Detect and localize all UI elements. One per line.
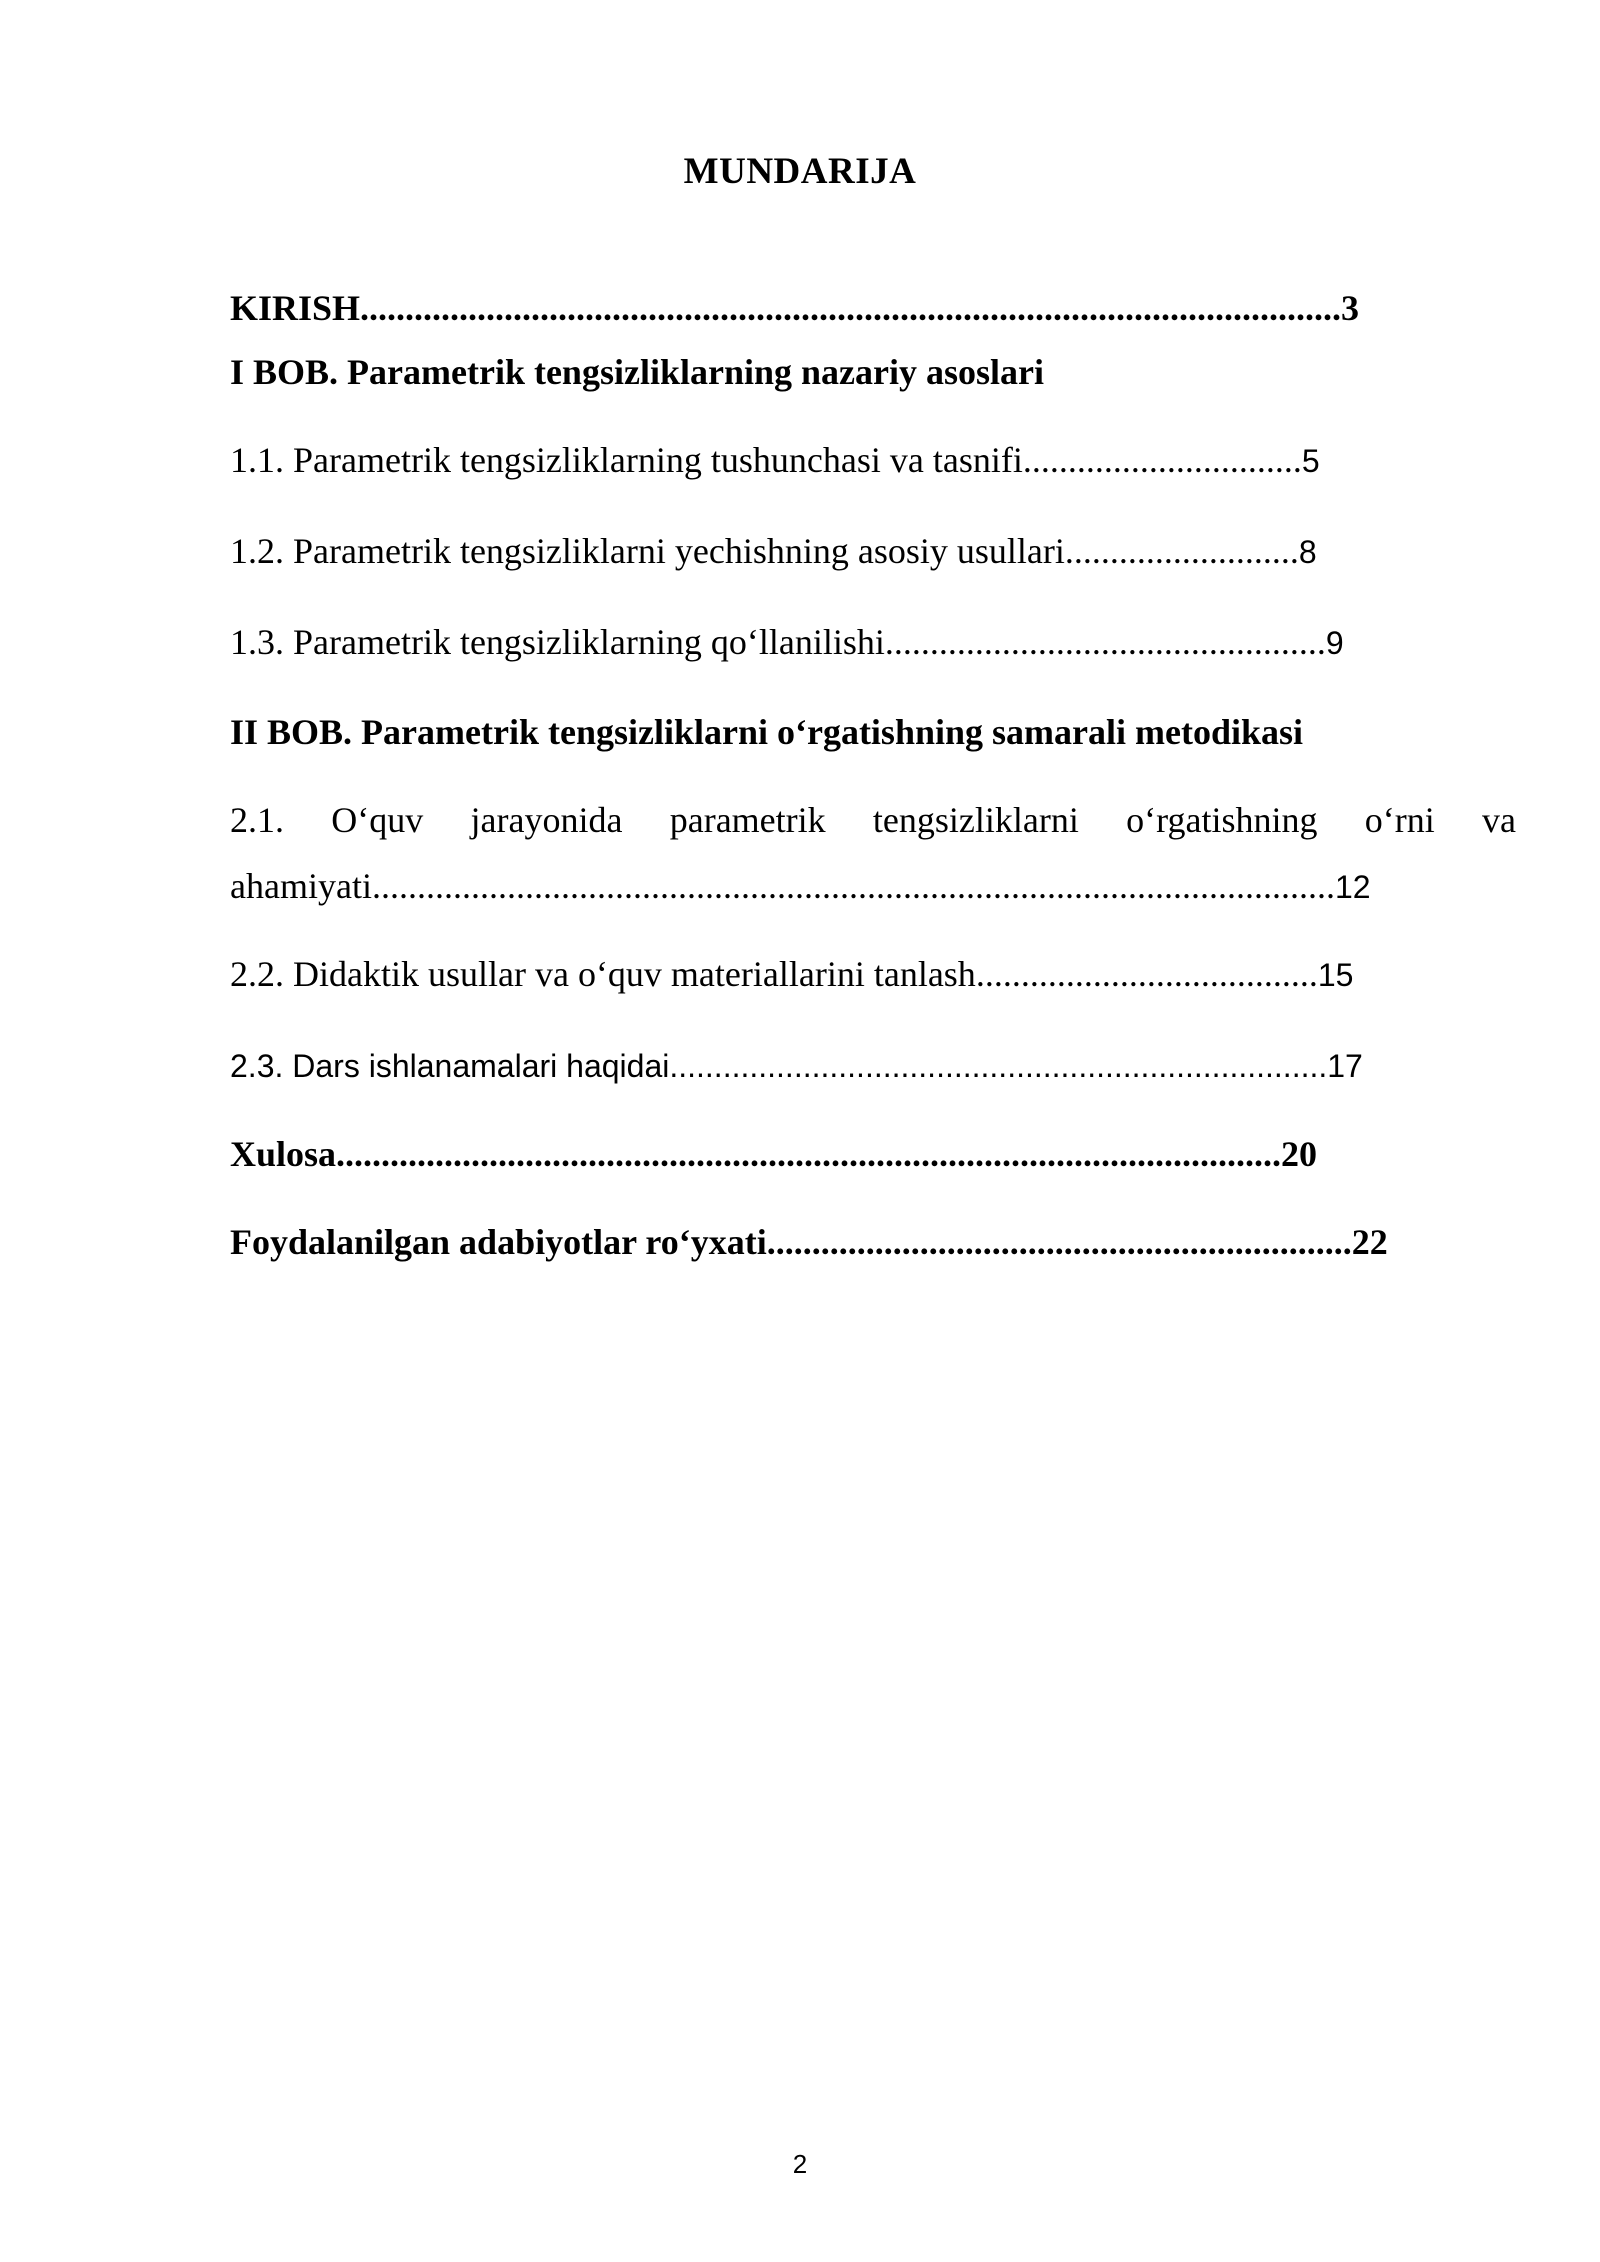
toc-entry-1-1[interactable] (230, 436, 1320, 485)
toc-page-number: 8 (1298, 534, 1317, 570)
toc-word: jarayonida (470, 800, 623, 840)
toc-entry-1-2[interactable] (230, 527, 1317, 576)
toc-entry-2-3[interactable] (230, 1042, 1363, 1090)
toc-leader-dots: ............................... (1022, 440, 1302, 480)
toc-leader-dots: ............................................................................................................. (360, 288, 1342, 328)
toc-word: tengsizliklarni (872, 800, 1079, 840)
toc-entry-label: 1.3. Parametrik tengsizliklarning qo‘llanilishi (230, 622, 885, 662)
toc-leader-dots: .......................................................................... (669, 1048, 1328, 1084)
toc-leader-dots: ........................................................................................................... (371, 866, 1335, 906)
toc-page-number: 22 (1351, 1222, 1388, 1262)
toc-page-number: 9 (1325, 625, 1344, 661)
toc-leader-dots: ......................................................................................................... (336, 1134, 1282, 1174)
toc-page-number: 20 (1281, 1134, 1318, 1174)
toc-leader-dots: ................................................................. (766, 1222, 1352, 1262)
toc-entry-label: ahamiyati (230, 866, 372, 906)
toc-leader-dots: ...................................... (975, 954, 1318, 994)
toc-leader-dots: .......................... (1064, 531, 1299, 571)
toc-page-number: 3 (1341, 288, 1360, 328)
toc-page-number: 15 (1317, 957, 1354, 993)
toc-entry-label: KIRISH (230, 288, 361, 328)
page-number: 2 (792, 2149, 808, 2179)
toc-entry-2-1-line2[interactable] (230, 862, 1371, 911)
toc-entry-xulosa[interactable] (230, 1130, 1317, 1178)
toc-entry-references[interactable] (230, 1218, 1388, 1266)
toc-word: o‘rni (1364, 800, 1435, 840)
toc-word: va (1481, 800, 1516, 840)
toc-word: o‘rgatishning (1126, 800, 1318, 840)
toc-entry-label: Xulosa (230, 1134, 337, 1174)
toc-page-number: 5 (1301, 443, 1320, 479)
toc-page-number: 12 (1334, 869, 1371, 905)
toc-leader-dots: ................................................. (884, 622, 1326, 662)
toc-entry-label: 2.3. Dars ishlanamalari haqidai (230, 1048, 670, 1084)
toc-entry-label: 1.2. Parametrik tengsizliklarni yechishning asosiy usullari (230, 531, 1065, 571)
toc-chapter-1[interactable] (230, 348, 1044, 396)
toc-entry-label: 1.1. Parametrik tengsizliklarning tushunchasi va tasnifi (230, 440, 1023, 480)
toc-entry-label: 2.2. Didaktik usullar va o‘quv materiallarini tanlash (230, 954, 976, 994)
toc-word: parametrik (669, 800, 826, 840)
toc-page-number: 17 (1327, 1048, 1363, 1084)
toc-entry-label: Foydalanilgan adabiyotlar ro‘yxati (230, 1222, 767, 1262)
toc-chapter-label: I BOB. Parametrik tengsizliklarning nazariy asoslari (230, 352, 1044, 392)
toc-entry-kirish[interactable] (230, 284, 1359, 332)
page-title: MUNDARIJA (683, 151, 917, 192)
toc-chapter-2[interactable] (230, 708, 1303, 756)
toc-word: O‘quv (331, 800, 424, 840)
toc-entry-2-2[interactable] (230, 950, 1353, 999)
toc-entry-2-1-line1[interactable] (230, 796, 1516, 844)
toc-entry-1-3[interactable] (230, 618, 1344, 667)
toc-chapter-label: II BOB. Parametrik tengsizliklarni o‘rgatishning samarali metodikasi (230, 712, 1304, 752)
toc-word: 2.1. (230, 800, 284, 840)
